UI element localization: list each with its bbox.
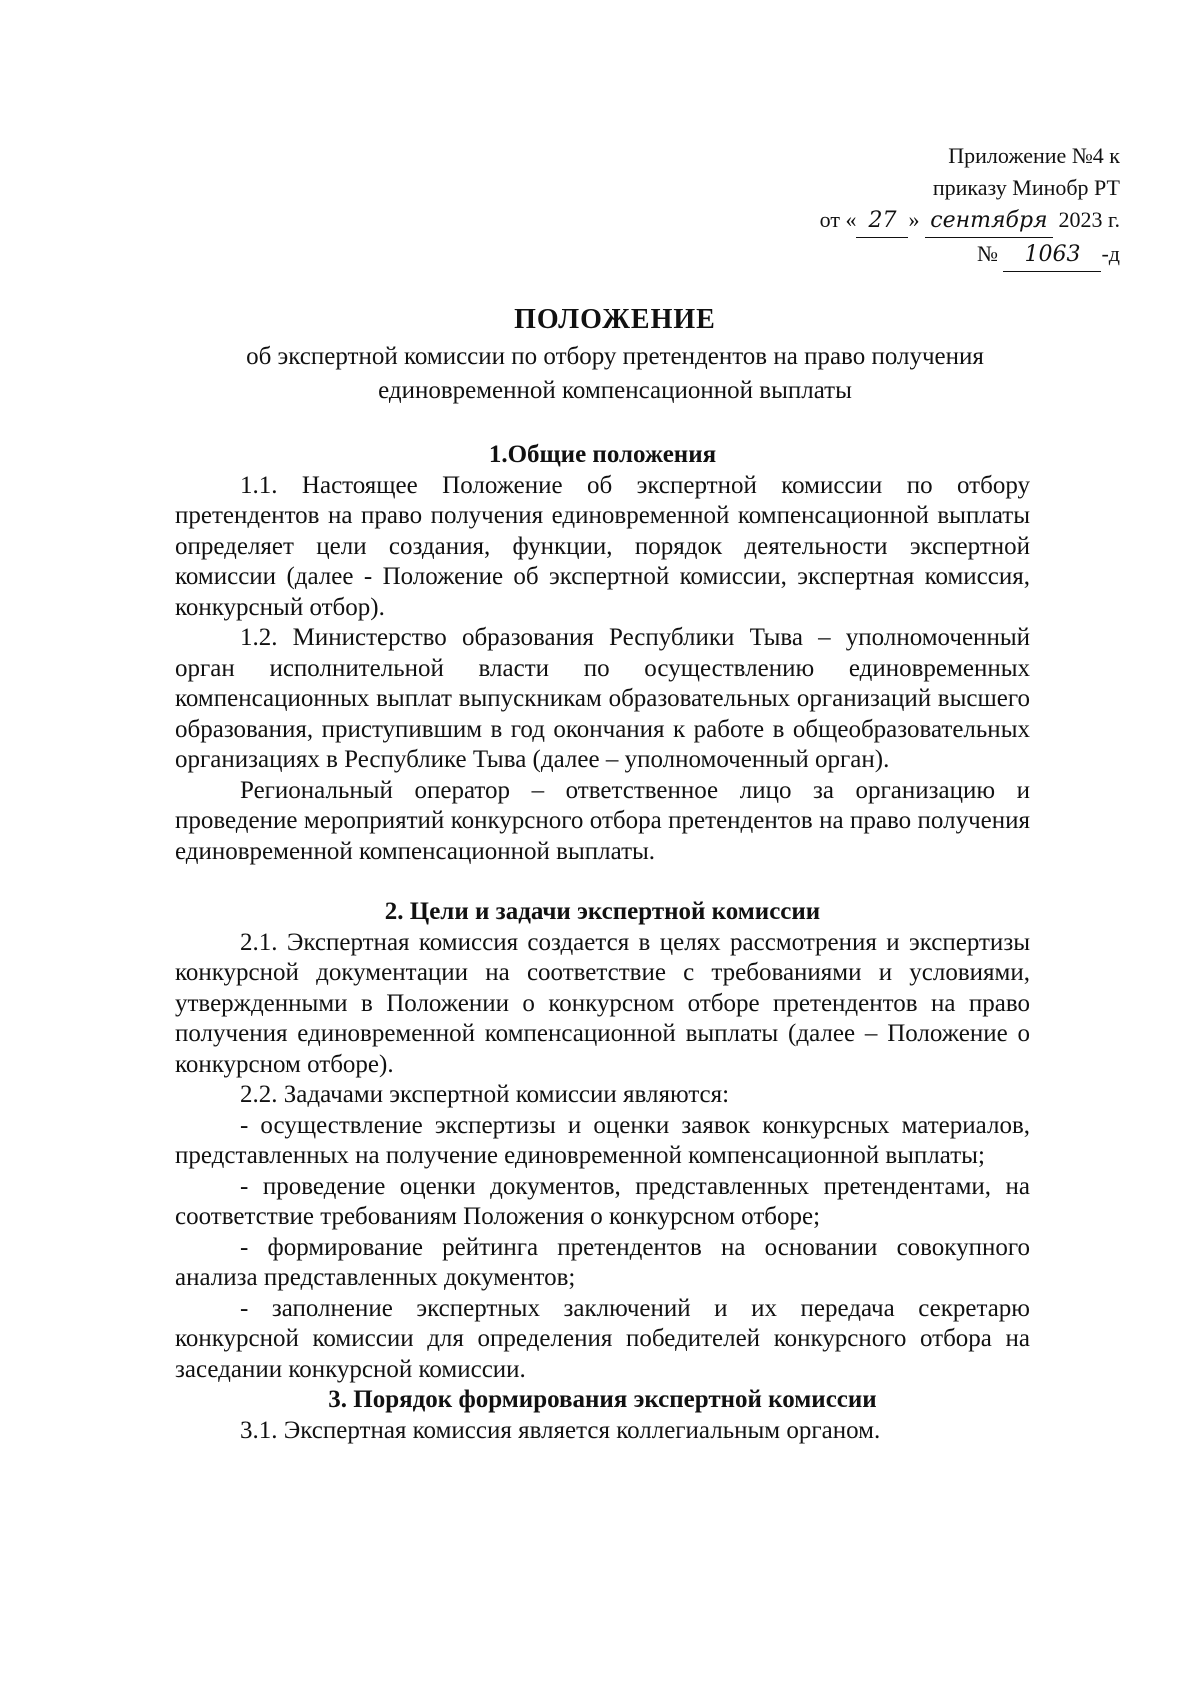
number-suffix: -д [1101,241,1120,266]
section-3-heading: 3. Порядок формирования экспертной комиссии [328,1386,877,1413]
paragraph-regional-operator: Региональный оператор – ответственное лицо за организацию и проведение мероприятий конкурсного отбора претендентов на право получения единовременной компенсационной выплаты. [175,776,1030,865]
task-item-3: - формирование рейтинга претендентов на основании совокупного анализа представленных документов; [175,1233,1030,1291]
document-subtitle-line-1: об экспертной комиссии по отбору претендентов на право получения [246,343,984,370]
paragraph-2-1: 2.1. Экспертная комиссия создается в целях рассмотрения и экспертизы конкурсной документации на соответствие с требованиями и условиями, утвержденными в Положении о конкурсном отборе претендентов на право получения единовременной компенсационной выплаты (далее – Положение о конкурсном отборе). [175,928,1030,1078]
appendix-date-line [700,204,1120,238]
appendix-line-1: Приложение №4 к [948,143,1120,168]
task-item-4: - заполнение экспертных заключений и их передача секретарю конкурсной комиссии для определения победителей конкурсного отбора на заседании конкурсной комиссии. [175,1294,1030,1383]
section-1-heading: 1.Общие положения [488,441,717,468]
date-year: 2023 г. [1058,207,1120,232]
paragraph-1-2: 1.2. Министерство образования Республики Тыва – уполномоченный орган исполнительной власти по осуществлению единовременных компенсационных выплат выпускникам образовательных организаций высшего образования, приступившим в год окончания к работе в общеобразовательных организациях в Республике Тыва (далее – уполномоченный орган). [175,624,1030,773]
date-mid: » [908,207,920,232]
document-title: ПОЛОЖЕНИЕ [514,304,716,335]
section-2-heading: 2. Цели и задачи экспертной комиссии [384,898,821,925]
document-body [175,440,1030,1446]
date-prefix: от « [819,207,857,232]
appendix-number-line [700,238,1120,272]
appendix-stamp [700,140,1120,272]
handwritten-month: сентября [925,205,1053,238]
number-prefix: № [976,241,998,266]
handwritten-day: 27 [856,205,908,238]
appendix-line-2: приказу Минобр РТ [932,175,1120,200]
handwritten-number: 1063 [1003,239,1101,272]
title-block [170,300,1060,408]
task-item-2: - проведение оценки документов, представленных претендентами, на соответствие требованиям Положения о конкурсном отборе; [175,1172,1030,1230]
document-subtitle-line-2: единовременной компенсационной выплаты [378,377,852,404]
paragraph-3-1: 3.1. Экспертная комиссия является коллегиальным органом. [240,1416,881,1444]
paragraph-2-2: 2.2. Задачами экспертной комиссии являются: [240,1081,730,1108]
task-item-1: - осуществление экспертизы и оценки заявок конкурсных материалов, представленных на получение единовременной компенсационной выплаты; [175,1111,1030,1169]
paragraph-1-1: 1.1. Настоящее Положение об экспертной комиссии по отбору претендентов на право получения единовременной компенсационной выплаты определяет цели создания, функции, порядок деятельности экспертной комиссии (далее - Положение об экспертной комиссии, экспертная комиссия, конкурсный отбор). [175,471,1030,621]
